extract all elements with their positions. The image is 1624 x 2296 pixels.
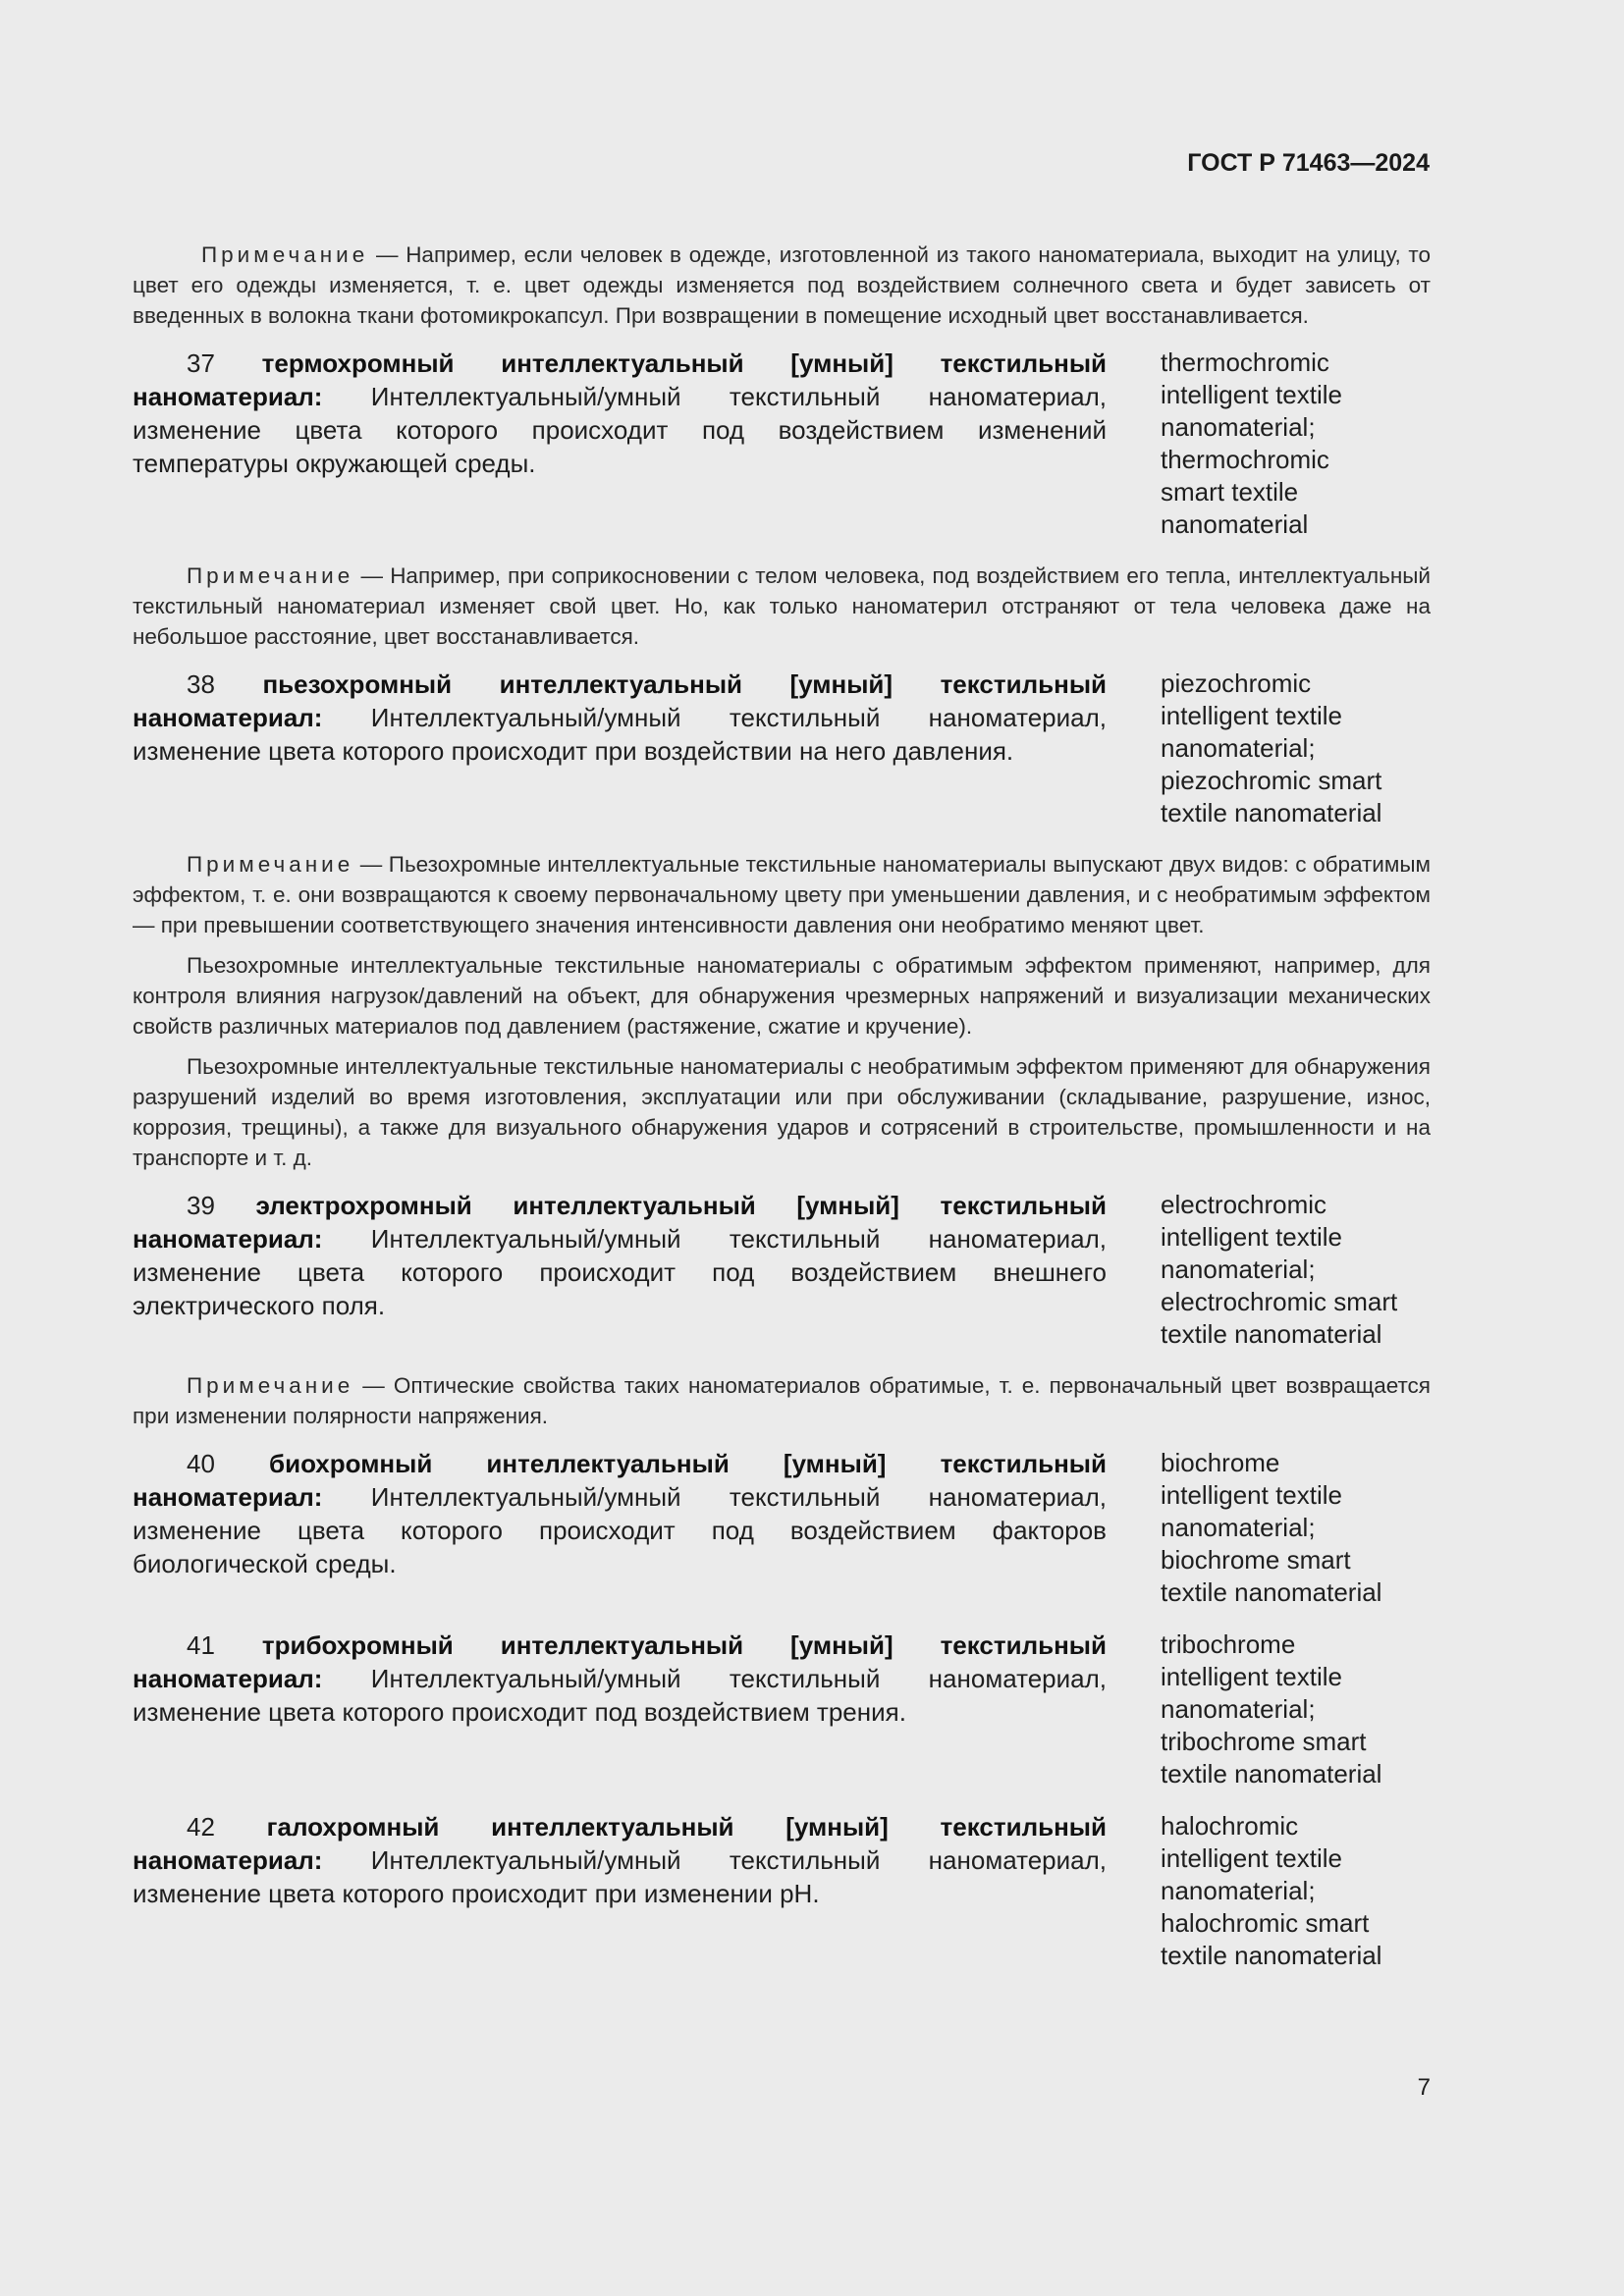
term-definition (133, 667, 1107, 829)
term-definition (133, 1629, 1107, 1790)
term-entry-38 (133, 667, 1431, 829)
term-english-equivalent: piezochromic intelligent textile nanomaterial; piezochromic smart textile nanomaterial (1161, 668, 1382, 828)
term-title: термохромный интеллектуальный [умный] текстильный наноматериал: (133, 348, 1107, 411)
term-number: 38 (187, 669, 215, 699)
term-title: электрохромный интеллектуальный [умный] текстильный наноматериал: (133, 1191, 1107, 1254)
term-definition-text: Интеллектуальный/умный текстильный наноматериал, изменение цвета которого происходит при воздействии на него давления. (133, 703, 1107, 766)
term-english-equivalent: tribochrome intelligent textile nanomaterial; tribochrome smart textile nanomaterial (1161, 1629, 1382, 1789)
note-text: Например, если человек в одежде, изготовленной из такого наноматериала, выходит на улицу, то цвет его одежды изменяется, т. е. цвет одежды изменяется под воздействием солнечного света и будет зависеть от введенных в волокна ткани фотомикрокапсул. При возвращении в помещение исходный цвет восстанавливается. (133, 242, 1431, 328)
term-number: 37 (187, 348, 215, 378)
term-entry-40 (133, 1447, 1431, 1609)
term-number: 41 (187, 1630, 215, 1660)
term-definition (133, 1189, 1107, 1351)
term-definition (133, 1810, 1107, 1972)
document-body (133, 240, 1431, 1992)
term-english-equivalent: halochromic intelligent textile nanomaterial; halochromic smart textile nanomaterial (1161, 1811, 1382, 1970)
term-english-equivalent: thermochromic intelligent textile nanomaterial; thermochromic smart textile nanomaterial (1161, 347, 1342, 539)
term-definition (133, 1447, 1107, 1609)
term-english-equivalent: biochrome intelligent textile nanomaterial; biochrome smart textile nanomaterial (1161, 1448, 1382, 1607)
page-number: 7 (1417, 2074, 1431, 2101)
term-definition-text: Интеллектуальный/умный текстильный наноматериал, изменение цвета которого происходит под воздействием трения. (133, 1664, 1107, 1727)
term-title: пьезохромный интеллектуальный [умный] текстильный наноматериал: (133, 669, 1107, 732)
term-title: галохромный интеллектуальный [умный] текстильный наноматериал: (133, 1812, 1107, 1875)
note-37: Примечание — Например, при соприкосновении с телом человека, под воздействием его тепла, интеллектуальный текстильный наноматериал изменяет свой цвет. Но, как только наноматерил отстраняют от тела человека даже на небольшое расстояние, цвет восстанавливается. (133, 563, 1431, 649)
note-text: Оптические свойства таких наноматериалов обратимые, т. е. первоначальный цвет возвращается при изменении полярности напряжения. (133, 1373, 1431, 1428)
term-definition-text: Интеллектуальный/умный текстильный наноматериал, изменение цвета которого происходит под воздействием факторов биологической среды. (133, 1482, 1107, 1578)
note-label: Примечание (201, 242, 369, 267)
note-label: Примечание (187, 852, 354, 877)
note-text: Например, при соприкосновении с телом человека, под воздействием его тепла, интеллектуальный текстильный наноматериал изменяет свой цвет. Но, как только наноматерил отстраняют от тела человека даже на небольшое расстояние, цвет восстанавливается. (133, 563, 1431, 649)
note-paragraph: Пьезохромные интеллектуальные текстильные наноматериалы с необратимым эффектом применяют для обнаружения разрушений изделий во время изготовления, эксплуатации или при обслуживании (складывание, разрушение, износ, коррозия, трещины), а также для визуального обнаружения ударов и сотрясений в строительстве, промышленности и на транспорте и т. д. (133, 1054, 1431, 1170)
note-38: Примечание — Пьезохромные интеллектуальные текстильные наноматериалы выпускают двух видов: с обратимым эффектом, т. е. они возвращаются к своему первоначальному цвету при уменьшении давления, и с необратимым эффектом — при превышении соответствующего значения интенсивности давления они необратимо меняют цвет. Пьезохромные интеллектуальные текстильные наноматериалы с обратимым эффектом применяют, например, для контроля влияния нагрузок/давлений на объект, для обнаружения чрезмерных напряжений и визуализации механических свойств различных материалов под давлением (растяжение, сжатие и кручение). Пьезохромные интеллектуальные текстильные наноматериалы с необратимым эффектом применяют для обнаружения разрушений изделий во время изготовления, эксплуатации или при обслуживании (складывание, разрушение, износ, коррозия, трещины), а также для визуального обнаружения ударов и сотрясений в строительстве, промышленности и на транспорте и т. д. (133, 849, 1431, 1173)
term-number: 39 (187, 1191, 215, 1220)
term-title: трибохромный интеллектуальный [умный] текстильный наноматериал: (133, 1630, 1107, 1693)
term-entry-39 (133, 1189, 1431, 1351)
note-36: Примечание — Например, если человек в одежде, изготовленной из такого наноматериала, выходит на улицу, то цвет его одежды изменяется, т. е. цвет одежды изменяется под воздействием солнечного света и будет зависеть от введенных в волокна ткани фотомикрокапсул. При возвращении в помещение исходный цвет восстанавливается. (133, 242, 1431, 328)
term-entry-41 (133, 1629, 1431, 1790)
term-title: биохромный интеллектуальный [умный] текстильный наноматериал: (133, 1449, 1107, 1512)
term-number: 42 (187, 1812, 215, 1842)
note-label: Примечание (187, 1373, 354, 1398)
term-english-equivalent: electrochromic intelligent textile nanomaterial; electrochromic smart textile nanomaterial (1161, 1190, 1398, 1349)
note-39: Примечание — Оптические свойства таких наноматериалов обратимые, т. е. первоначальный цвет возвращается при изменении полярности напряжения. (133, 1373, 1431, 1428)
note-text: Пьезохромные интеллектуальные текстильные наноматериалы выпускают двух видов: с обратимым эффектом, т. е. они возвращаются к своему первоначальному цвету при уменьшении давления, и с необратимым эффектом — при превышении соответствующего значения интенсивности давления они необратимо меняют цвет. (133, 852, 1431, 937)
note-paragraph: Пьезохромные интеллектуальные текстильные наноматериалы с обратимым эффектом применяют, например, для контроля влияния нагрузок/давлений на объект, для обнаружения чрезмерных напряжений и визуализации механических свойств различных материалов под давлением (растяжение, сжатие и кручение). (133, 953, 1431, 1039)
note-label: Примечание (187, 563, 354, 588)
term-definition-text: Интеллектуальный/умный текстильный наноматериал, изменение цвета которого происходит при изменении pH. (133, 1845, 1107, 1908)
term-number: 40 (187, 1449, 215, 1478)
term-definition-text: Интеллектуальный/умный текстильный наноматериал, изменение цвета которого происходит под воздействием внешнего электрического поля. (133, 1224, 1107, 1320)
term-definition (133, 347, 1107, 541)
term-entry-37 (133, 347, 1431, 541)
term-entry-42 (133, 1810, 1431, 1972)
document-header: ГОСТ Р 71463—2024 (1187, 149, 1430, 177)
term-definition-text: Интеллектуальный/умный текстильный наноматериал, изменение цвета которого происходит под воздействием изменений температуры окружающей среды. (133, 382, 1107, 478)
